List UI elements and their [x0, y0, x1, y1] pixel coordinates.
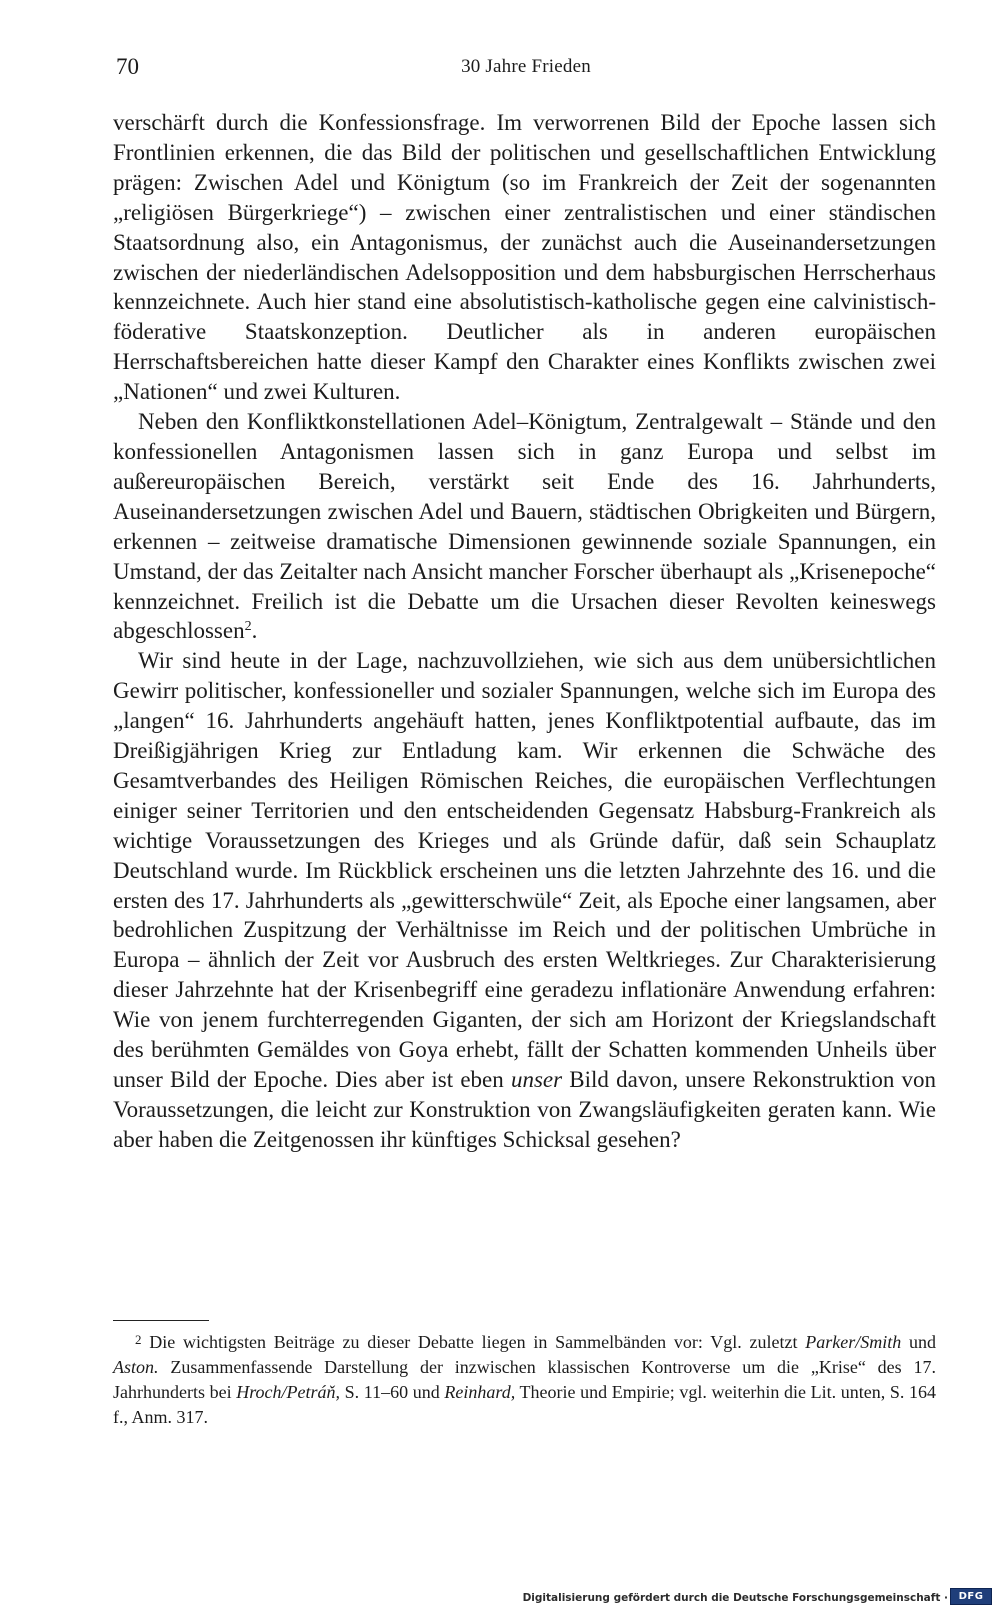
running-title: 30 Jahre Frieden: [461, 56, 591, 77]
footnote-author: Parker/Smith: [805, 1332, 902, 1352]
footnote-text: Theorie und Empirie; vgl. weiterhin die Lit. unten, S. 164 f., Anm. 317.: [113, 1382, 937, 1427]
paragraph-3-end: Bild davon, unsere Rekonstruktion von Voraussetzungen, die leicht zur Konstruktion von Zwangsläufigkeiten geraten kann. Wie aber haben die Zeitgenossen ihr künftiges Schicksal gesehen?: [113, 1067, 937, 1152]
footnote-divider: [113, 1320, 209, 1321]
footnote-text: S. 11–60 und: [344, 1382, 440, 1402]
paragraph-2: [113, 407, 936, 646]
paragraph-1-text: verschärft durch die Konfessionsfrage. Im verworrenen Bild der Epoche lassen sich Frontlinien erkennen, die das Bild der politischen und gesellschaftlichen Entwicklung prägen: Zwischen Adel und Königtum (so im Frankreich der Zeit der sogenannten „religiösen Bürgerkriege“) – zwischen einer zentralistischen und einer ständischen Staatsordnung also, ein Antagonismus, der zunächst auch die Auseinandersetzungen zwischen der niederländischen Adelsopposition und dem habsburgischen Herrscherhaus kennzeichnete. Auch hier stand eine absolutistisch-katholische gegen eine calvinistisch-föderative Staatskonzeption. Deutlicher als in anderen europäischen Herrschaftsbereichen hatte dieser Kampf den Charakter eines Konflikts zwischen zwei „Nationen“ und zwei Kulturen.: [113, 110, 936, 405]
digitization-credit: Digitalisierung gefördert durch die Deutsche Forschungsgemeinschaft ·: [522, 1592, 948, 1604]
footnote-text: Zusammenfassende Darstellung der inzwischen klassischen Kontroverse um die „Krise“ des 17. Jahrhunderts bei: [113, 1357, 937, 1402]
footnote-mark: 2: [135, 1332, 142, 1347]
dfg-logo: DFG: [950, 1588, 992, 1605]
paragraph-2-text: Neben den Konfliktkonstellationen Adel–Königtum, Zentralgewalt – Stände und den konfessionellen Antagonismen lassen sich in ganz Europa und selbst im außereuropäischen Bereich, verstärkt seit Ende des 16. Jahrhunderts, Auseinandersetzungen zwischen Adel und Bauern, städtischen Obrigkeiten und Bürgern, erkennen – zeitweise dramatische Dimensionen gewinnende soziale Spannungen, ein Umstand, der das Zeitalter nach Ansicht mancher Forscher überhaupt als „Krisenepoche“ kennzeichnet. Freilich ist die Debatte um die Ursachen dieser Revolten keineswegs abgeschlossen: [113, 409, 936, 644]
footnote-reference[interactable]: 2: [244, 619, 252, 635]
footnotes: [113, 1327, 936, 1430]
page-number: 70: [116, 54, 139, 79]
footnote-author: Aston.: [113, 1357, 159, 1377]
paragraph-3: [113, 646, 936, 1154]
footnote-author: Hroch/Petráň,: [236, 1382, 341, 1402]
body-text: [113, 108, 936, 1155]
paragraph-1: [113, 108, 936, 407]
footnote-text: Die wichtigsten Beiträge zu dieser Debatte liegen in Sammelbänden vor: Vgl. zuletzt: [149, 1332, 798, 1352]
emphasis-text: unser: [510, 1067, 563, 1092]
footnote-author: Reinhard,: [444, 1382, 516, 1402]
footnote-2: [113, 1327, 936, 1430]
footnote-text: und: [909, 1332, 937, 1352]
page-header: [116, 54, 936, 88]
paragraph-2-end: .: [251, 618, 258, 644]
paragraph-3-text: Wir sind heute in der Lage, nachzuvollziehen, wie sich aus dem unübersichtlichen Gewirr politischer, konfessioneller und sozialer Spannungen, welche sich im Europa des „langen“ 16. Jahrhunderts angehäuft hatten, jenes Konfliktpotential aufbaute, das im Dreißigjährigen Krieg zur Entladung kam. Wir erkennen die Schwäche des Gesamtverbandes des Heiligen Römischen Reiches, die europäischen Verflechtungen einiger seiner Territorien und den entscheidenden Gegensatz Habsburg-Frankreich als wichtige Voraussetzungen des Krieges und als Gründe dafür, daß sein Schauplatz Deutschland wurde. Im Rückblick erscheinen uns die letzten Jahrzehnte des 16. und die ersten des 17. Jahrhunderts als „gewitterschwüle“ Zeit, als Epoche einer langsamen, aber bedrohlichen Zuspitzung der Verhältnisse im Reich und der politischen Umbrüche in Europa – ähnlich der Zeit vor Ausbruch des ersten Weltkrieges. Zur Charakterisierung dieser Jahrzehnte hat der Krisenbegriff eine geradezu inflationäre Anwendung erfahren: Wie von jenem furchterregenden Giganten, der sich am Horizont der Kriegslandschaft des berühmten Gemäldes von Goya erhebt, fällt der Schatten kommenden Unheils über unser Bild der Epoche. Dies aber ist eben: [113, 648, 936, 1092]
